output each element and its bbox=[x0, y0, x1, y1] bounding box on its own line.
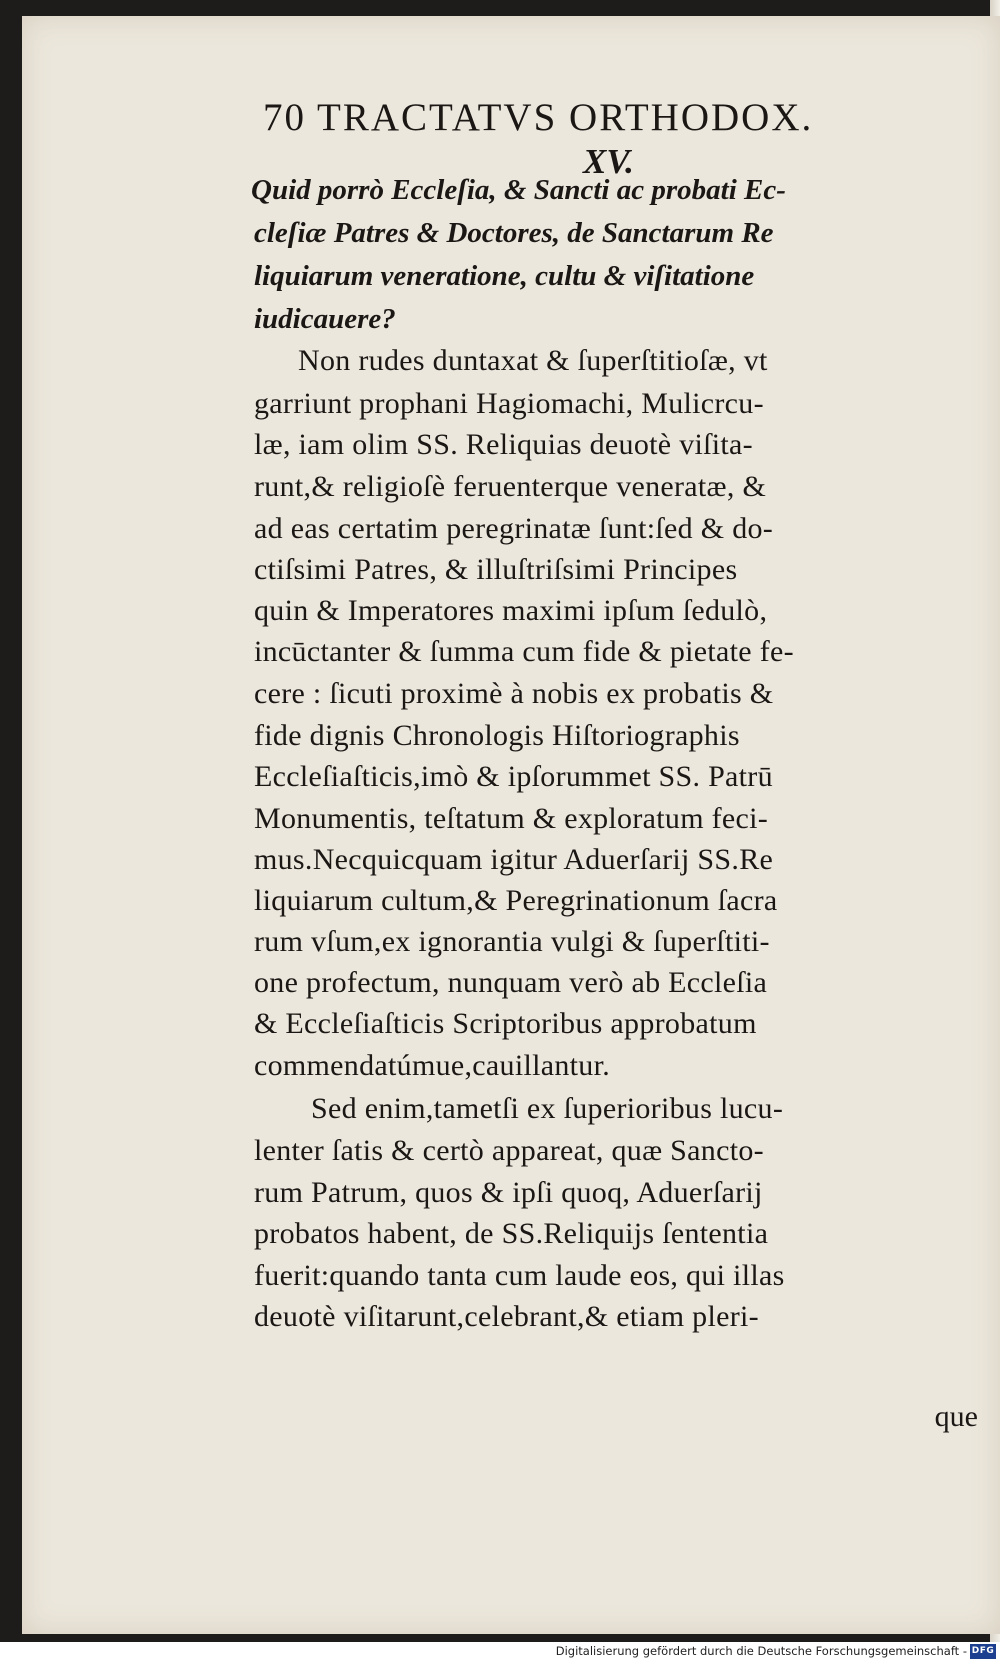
body-line: rum Patrum, quos & ipſi quoq, Aduerſarij bbox=[254, 1176, 763, 1209]
question-line: liquiarum veneratione, cultu & viſitatione bbox=[254, 260, 755, 292]
body-line: incūctanter & ſumma cum fide & pietate fe- bbox=[254, 635, 794, 668]
body-line: & Eccleſiaſticis Scriptoribus approbatum bbox=[254, 1007, 757, 1040]
body-line: Monumentis, teſtatum & exploratum feci- bbox=[254, 802, 769, 835]
running-head: 70 TRACTATVS ORTHODOX. bbox=[263, 96, 814, 139]
body-line: garriunt prophani Hagiomachi, Mulicrcu- bbox=[254, 387, 764, 420]
body-line: ctiſsimi Patres, & illuſtriſsimi Principes bbox=[254, 553, 738, 586]
body-line: cere : ſicuti proximè à nobis ex probatis & bbox=[254, 677, 774, 710]
body-line: ad eas certatim peregrinatæ ſunt:ſed & do- bbox=[254, 512, 774, 545]
footer-bar bbox=[0, 1642, 1000, 1663]
body-line: lenter ſatis & certò appareat, quæ Sancto- bbox=[254, 1134, 764, 1167]
body-line: rum vſum,ex ignorantia vulgi & ſuperſtiti- bbox=[254, 925, 770, 958]
body-line: mus.Necquicquam igitur Aduerſarij SS.Re bbox=[254, 843, 774, 876]
body-line: Non rudes duntaxat & ſuperſtitioſæ, vt bbox=[298, 344, 768, 377]
dfg-logo: DFG bbox=[970, 1644, 996, 1659]
question-line: iudicauere? bbox=[254, 303, 396, 335]
body-line: læ, iam olim SS. Reliquias deuotè viſita- bbox=[254, 428, 753, 461]
body-line: liquiarum cultum,& Peregrinationum ſacra bbox=[254, 884, 778, 917]
body-line: commendatúmue,cauillantur. bbox=[254, 1049, 611, 1082]
body-line: probatos habent, de SS.Reliquijs ſententia bbox=[254, 1217, 769, 1250]
body-line: one profectum, nunquam verò ab Eccleſia bbox=[254, 966, 768, 999]
funding-credit: Digitalisierung gefördert durch die Deutsche Forschungsgemeinschaft - bbox=[555, 1644, 967, 1658]
body-line: Sed enim,tametſi ex ſuperioribus lucu- bbox=[311, 1092, 784, 1125]
body-line: fide dignis Chronologis Hiſtoriographis bbox=[254, 719, 740, 752]
body-line: Eccleſiaſticis,imò & ipſorummet SS. Patrū bbox=[254, 760, 773, 793]
question-line: Quid porrò Eccleſia, & Sancti ac probati Ec- bbox=[251, 174, 786, 206]
body-line: runt,& religioſè feruenterque veneratæ, & bbox=[254, 470, 767, 503]
body-line: quin & Imperatores maximi ipſum ſedulò, bbox=[254, 594, 768, 627]
body-line: deuotè viſitarunt,celebrant,& etiam pleri- bbox=[254, 1300, 759, 1333]
catchword: que bbox=[934, 1400, 978, 1433]
question-line: cleſiæ Patres & Doctores, de Sanctarum Re bbox=[254, 217, 774, 249]
section-number: XV. bbox=[583, 142, 634, 181]
body-line: fuerit:quando tanta cum laude eos, qui illas bbox=[254, 1259, 785, 1292]
